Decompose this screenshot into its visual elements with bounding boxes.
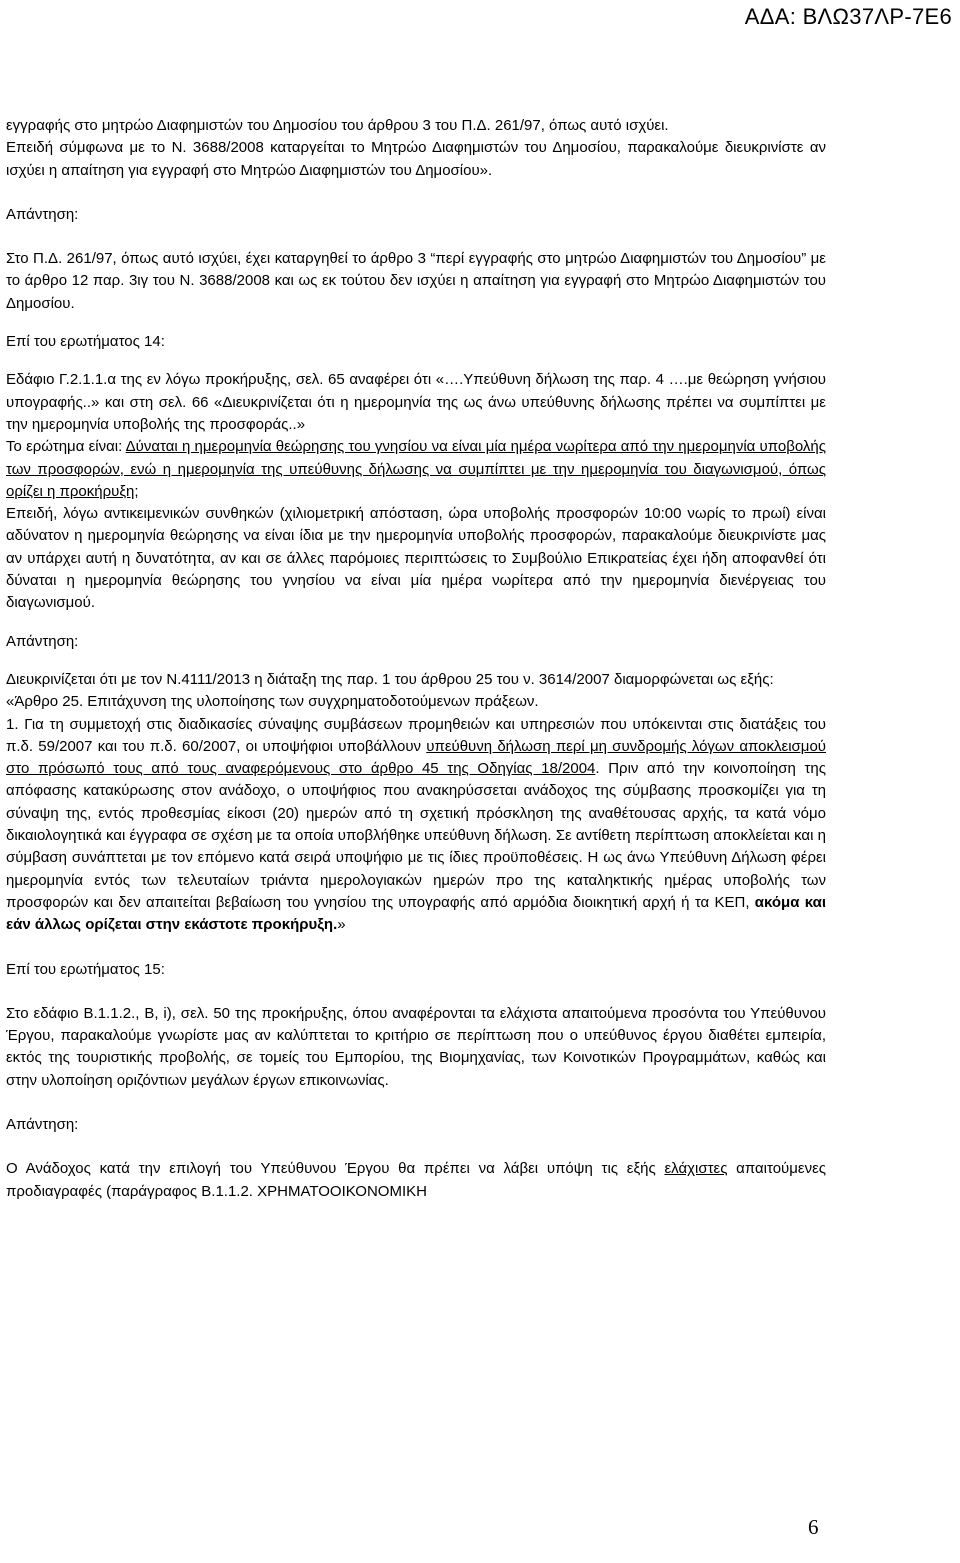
- ada-code: ΑΔΑ: ΒΛΩ37ΛΡ-7Ε6: [744, 4, 952, 29]
- document-body: [6, 115, 826, 1203]
- underlined-text: ελάχιστες: [664, 1160, 728, 1178]
- paragraph: Επειδή, λόγω αντικειμενικών συνθηκών (χιλιομετρική απόσταση, ώρα υποβολής προσφορών 10:00 νωρίς το πρωί) είναι αδύνατον η ημερομηνία θεώρησης να είναι ίδια με την ημερομηνία υποβολής προσφορών, παρακαλούμε διευκρινίστε μας αν υπάρχει αυτή η δυνατότητα, αν και σε άλλες παρόμοιες περιπτώσεις το Συμβούλιο Επικρατείας έχει ήδη αποφανθεί ότι δύναται η ημερομηνία θεώρησης του γνησίου να είναι μία ημέρα νωρίτερα από την ημερομηνία διενέργειας του διαγωνισμού.: [6, 505, 826, 612]
- paragraph: [6, 1158, 826, 1203]
- paragraph: Διευκρινίζεται ότι με τον Ν.4111/2013 η διάταξη της παρ. 1 του άρθρου 25 του ν. 3614/2007 διαμορφώνεται ως εξής:: [6, 670, 774, 688]
- paragraph: Στο Π.Δ. 261/97, όπως αυτό ισχύει, έχει καταργηθεί το άρθρο 3 “περί εγγραφής στο μητρώο Διαφημιστών του Δημοσίου” με το άρθρο 12 παρ. 3ιγ του Ν. 3688/2008 και ως εκ τούτου δεν ισχύει η απαίτηση για εγγραφή στο Μητρώο Διαφημιστών του Δημοσίου.: [6, 250, 826, 312]
- text-run: Ο Ανάδοχος κατά την επιλογή του Υπεύθυνου Έργου θα πρέπει να λάβει υπόψη τις εξής: [6, 1160, 665, 1178]
- spacer: [6, 353, 826, 369]
- paragraph: Εδάφιο Γ.2.1.1.α της εν λόγω προκήρυξης, σελ. 65 αναφέρει ότι «….Υπεύθυνη δήλωση της παρ. 4 ….με θεώρηση γνήσιου υπογραφής..» και στη σελ. 66 «Διευκρινίζεται ότι η ημερομηνία της ως άνω υπεύθυνης δήλωσης πρέπει να συμπίπτει με την ημερομηνία υποβολής της προσφοράς..»: [6, 371, 826, 433]
- section-label: Απάντηση:: [6, 1115, 79, 1133]
- section-label: Επί του ερωτήματος 14:: [6, 333, 165, 351]
- spacer: [6, 1136, 826, 1158]
- page-number: 6: [808, 1515, 819, 1539]
- paragraph: Επειδή σύμφωνα με το Ν. 3688/2008 καταργείται το Μητρώο Διαφημιστών του Δημοσίου, παρακαλούμε διευκρινίστε αν ισχύει η απαίτηση για εγγραφή στο Μητρώο Διαφημιστών του Δημοσίου».: [6, 139, 826, 179]
- text-run: »: [337, 916, 346, 934]
- spacer: [6, 981, 826, 1003]
- text-run: 1. Για τη συμμετοχή στις διαδικασίες σύναψης συμβάσεων προμηθειών και υπηρεσιών που υπόκεινται στις διατάξεις του π.δ. 59/2007 και του π.δ. 60/2007, οι υποψήφιοι υποβάλλουν: [6, 715, 826, 755]
- paragraph: Στο εδάφιο Β.1.1.2., Β, i), σελ. 50 της προκήρυξης, όπου αναφέρονται τα ελάχιστα απαιτούμενα προσόντα του Υπεύθυνου Έργου, παρακαλούμε γνωρίστε μας αν καλύπτεται το κριτήριο σε περίπτωση που ο υπεύθυνος έργου διαθέτει εμπειρία, εκτός της τουριστικής προβολής, σε τομείς του Εμπορίου, της Βιομηχανίας, των Κοινοτικών Προγραμμάτων, καθώς και στην υλοποίηση οριζόντιων μεγάλων έργων επικοινωνίας.: [6, 1004, 826, 1089]
- spacer: [6, 937, 826, 959]
- spacer: [6, 1092, 826, 1114]
- spacer: [6, 653, 826, 669]
- bold-text: ακόμα και εάν άλλως ορίζεται στην εκάστοτε προκήρυξη.: [6, 893, 826, 934]
- spacer: [6, 615, 826, 631]
- text-run: απαιτούμενες προδιαγραφές (παράγραφος Β.1.1.2. ΧΡΗΜΑΤΟΟΙΚΟΝΟΜΙΚΗ: [6, 1160, 826, 1200]
- section-label: Επί του ερωτήματος 15:: [6, 960, 165, 978]
- spacer: [6, 226, 826, 248]
- paragraph: «Άρθρο 25. Επιτάχυνση της υλοποίησης των συγχρηματοδοτούμενων πράξεων.: [6, 693, 539, 711]
- spacer: [6, 315, 826, 331]
- section-label: Απάντηση:: [6, 205, 79, 223]
- text-run: . Πριν από την κοινοποίηση της απόφασης κατακύρωσης στον ανάδοχο, ο υποψήφιος που ανακηρύσσεται ανάδοχος της σύμβασης προσκομίζει για τη σύναψη της, εντός προθεσμίας είκοσι (20) ημερών από τη σχετική πρόσκληση της αναθέτουσας αρχής, τα κατά νόμο δικαιολογητικά και έγγραφα σε σχέση με τα οποία υποβλήθηκε υπεύθυνη δήλωση. Σε αντίθετη περίπτωση αποκλείεται και η σύμβαση συνάπτεται με τον επόμενο κατά σειρά υποψήφιο με τις ίδιες προϋποθέσεις. Η ως άνω Υπεύθυνη Δήλωση φέρει ημερομηνία εντός των τελευταίων τριάντα ημερολογιακών ημερών προ της καταληκτικής ημέρας υποβολής των προσφορών και δεν απαιτείται βεβαίωση του γνησίου της υπογραφής από αρμόδια διοικητική αρχή ή τα ΚΕΠ,: [6, 760, 826, 911]
- underlined-text: υπεύθυνη δήλωση περί μη συνδρομής λόγων αποκλεισμού στο πρόσωπό τους από τους αναφερόμενους στο άρθρο 45 της Οδηγίας 18/2004: [6, 737, 826, 778]
- text-run: Το ερώτημα είναι:: [6, 438, 126, 456]
- spacer: [6, 182, 826, 204]
- underlined-text: Δύναται η ημερομηνία θεώρησης του γνησίου να είναι μία ημέρα νωρίτερα από την ημερομηνία υποβολής των προσφορών, ενώ η ημερομηνία της υπεύθυνης δήλωσης να συμπίπτει με την ημερομηνία του διαγωνισμού, όπως ορίζει η προκήρυξη;: [6, 438, 826, 500]
- paragraph: εγγραφής στο μητρώο Διαφημιστών του Δημοσίου του άρθρου 3 του Π.Δ. 261/97, όπως αυτό ισχύει.: [6, 117, 669, 134]
- paragraph: [6, 714, 826, 937]
- paragraph: [6, 436, 826, 503]
- section-label: Απάντηση:: [6, 632, 79, 650]
